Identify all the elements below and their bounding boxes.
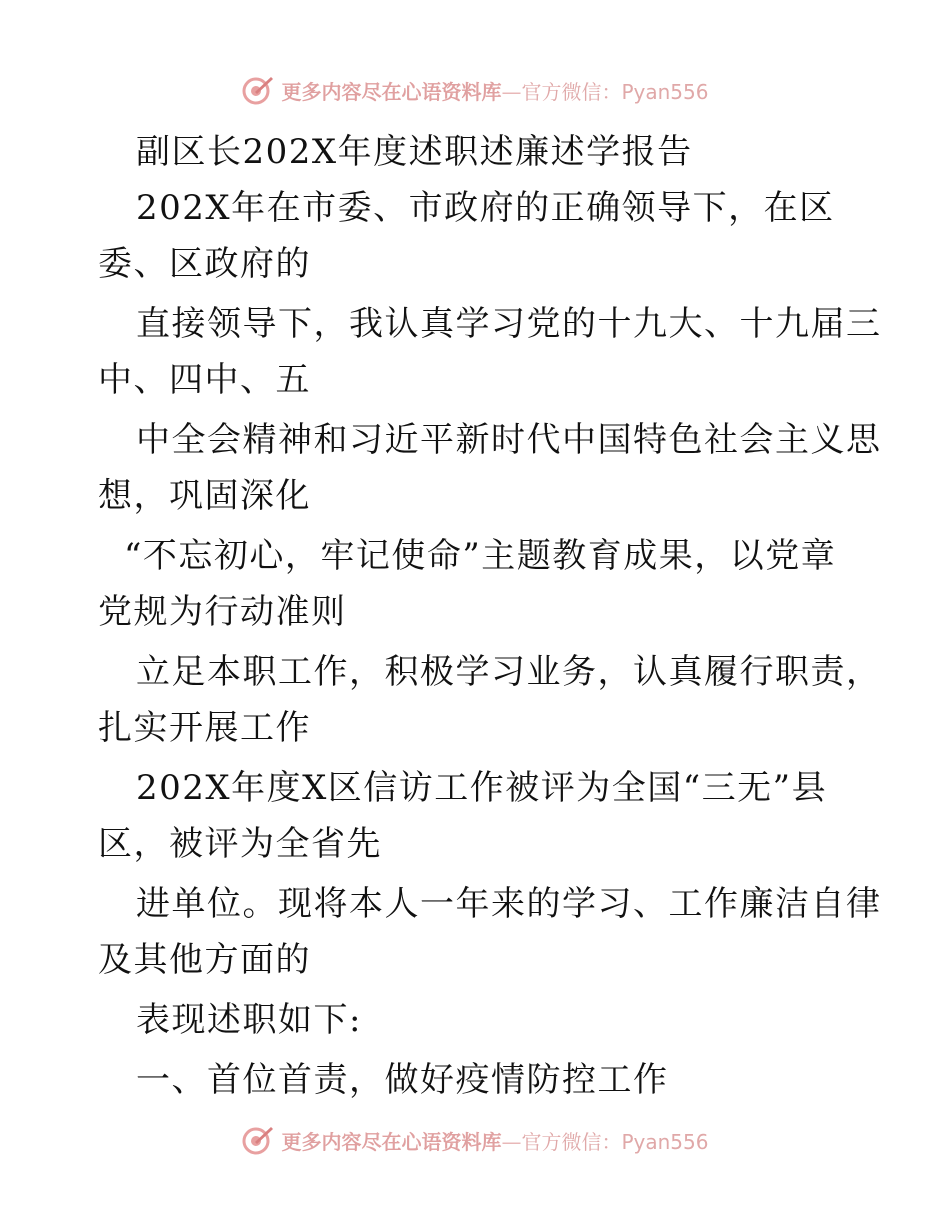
paragraph-line: 及其他方面的 — [98, 940, 311, 980]
red-pen-logo-icon — [241, 1123, 275, 1157]
paragraph-line: 202X年在市委、市政府的正确领导下，在区 — [136, 188, 835, 228]
paragraph-line: 中全会精神和习近平新时代中国特色社会主义思 — [136, 420, 882, 460]
watermark-separator: — — [501, 79, 522, 104]
paragraph-line: 中、四中、五 — [98, 360, 311, 400]
paragraph-line: 立足本职工作，积极学习业务，认真履行职责， — [136, 652, 882, 692]
paragraph-line: 202X年度X区信访工作被评为全国“三无”县 — [136, 768, 828, 808]
watermark-banner-top — [0, 70, 950, 110]
watermark-text-tail: 官方微信：Pyan556 — [521, 1129, 709, 1154]
red-pen-logo-icon — [241, 73, 275, 107]
paragraph-line: 直接领导下，我认真学习党的十九大、十九届三 — [136, 304, 882, 344]
document-title: 副区长202X年度述职述廉述学报告 — [136, 132, 693, 172]
watermark-text-main: 更多内容尽在心语资料库 — [281, 1129, 502, 1154]
paragraph-line: 进单位。现将本人一年来的学习、工作廉洁自律 — [136, 884, 882, 924]
watermark-text-tail: 官方微信：Pyan556 — [521, 79, 709, 104]
paragraph-line: 党规为行动准则 — [98, 592, 347, 632]
watermark-text-main: 更多内容尽在心语资料库 — [281, 79, 502, 104]
paragraph-line: 区，被评为全省先 — [98, 824, 382, 864]
section-heading: 一、首位首责，做好疫情防控工作 — [136, 1060, 669, 1100]
paragraph-line: 扎实开展工作 — [98, 708, 311, 748]
watermark-banner-bottom — [0, 1120, 950, 1160]
watermark-separator: — — [501, 1129, 522, 1154]
paragraph-line: 表现述职如下: — [136, 1000, 362, 1040]
paragraph-line: 委、区政府的 — [98, 244, 311, 284]
paragraph-line: “不忘初心，牢记使命”主题教育成果，以党章 — [124, 536, 837, 576]
paragraph-line: 想，巩固深化 — [98, 476, 311, 516]
